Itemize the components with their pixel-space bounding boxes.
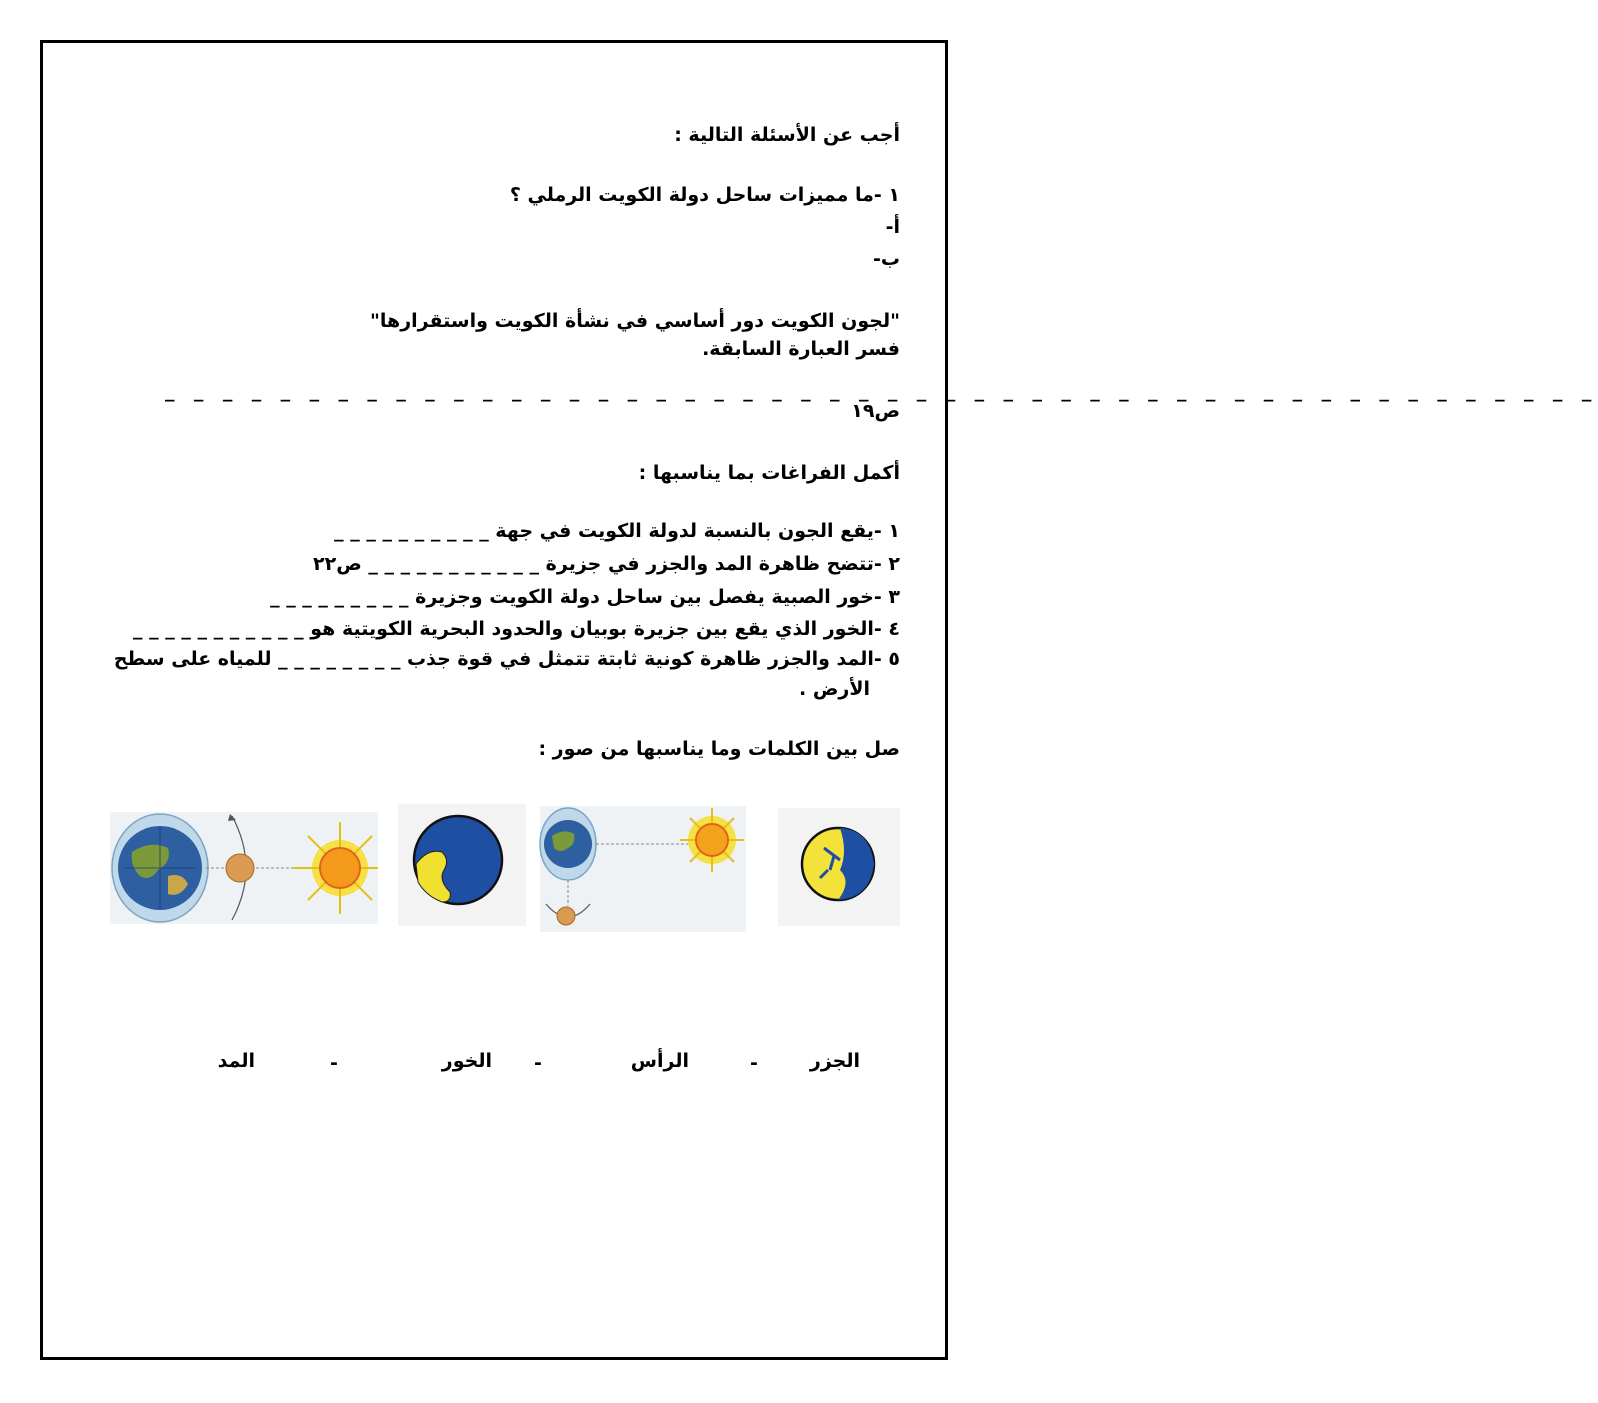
fill-item-5-cont: الأرض . xyxy=(799,678,870,700)
word-khor: الخور xyxy=(441,1050,492,1072)
fill-item-4: ٤ -الخور الذي يقع بين جزيرة بوبيان والحدود البحرية الكويتية هو _ _ _ _ _ _ _ _ _ _ _ xyxy=(133,618,900,640)
fill-item-3: ٣ -خور الصبية يفصل بين ساحل دولة الكويت وجزيرة _ _ _ _ _ _ _ _ _ xyxy=(270,586,900,608)
section3-heading: صل بين الكلمات وما يناسبها من صور : xyxy=(538,738,900,760)
word-flood-tide: المد xyxy=(217,1050,255,1072)
separator-2: - xyxy=(534,1052,542,1074)
fill-item-2: ٢ -تتضح ظاهرة المد والجزر في جزيرة _ _ _ _ _ _ _ _ _ _ _ ص٢٢ xyxy=(313,553,900,575)
cape-image xyxy=(398,804,526,926)
page-reference: ص١٩ xyxy=(851,400,900,422)
word-ebb: الجزر xyxy=(809,1050,860,1072)
quote-statement: "لجون الكويت دور أساسي في نشأة الكويت واستقرارها" xyxy=(369,310,900,332)
tide-alignment-image xyxy=(110,812,378,924)
khor-image xyxy=(778,808,900,926)
moon-icon xyxy=(226,854,254,882)
tide-perpendicular-image xyxy=(540,806,746,932)
answer-dashed-line: _ _ _ _ _ _ _ _ _ _ _ _ _ _ _ _ _ _ _ _ _ _ _ _ _ _ _ _ _ _ _ _ _ _ _ _ _ _ _ _ _ _ _ _ _ _ _ _ _ _ xyxy=(165,380,1598,402)
fill-item-1: ١ -يقع الجون بالنسبة لدولة الكويت في جهة _ _ _ _ _ _ _ _ _ _ xyxy=(334,520,900,542)
section1-heading: أجب عن الأسئلة التالية : xyxy=(674,124,900,146)
moon-icon-2 xyxy=(557,907,575,925)
separator-1: - xyxy=(750,1052,758,1074)
explain-instruction: فسر العبارة السابقة. xyxy=(702,338,900,360)
answer-b: ب- xyxy=(873,248,900,270)
answer-a: أ- xyxy=(885,216,900,238)
question-1: ١ -ما مميزات ساحل دولة الكويت الرملي ؟ xyxy=(509,184,900,206)
separator-3: - xyxy=(330,1052,338,1074)
section2-heading: أكمل الفراغات بما يناسبها : xyxy=(638,462,900,484)
fill-item-5: ٥ -المد والجزر ظاهرة كونية ثابتة تتمثل في قوة جذب _ _ _ _ _ _ _ _ للمياه على سطح xyxy=(113,648,900,670)
sun-icon xyxy=(320,848,360,888)
word-cape: الرأس xyxy=(630,1050,689,1072)
sun-icon-2 xyxy=(696,824,728,856)
